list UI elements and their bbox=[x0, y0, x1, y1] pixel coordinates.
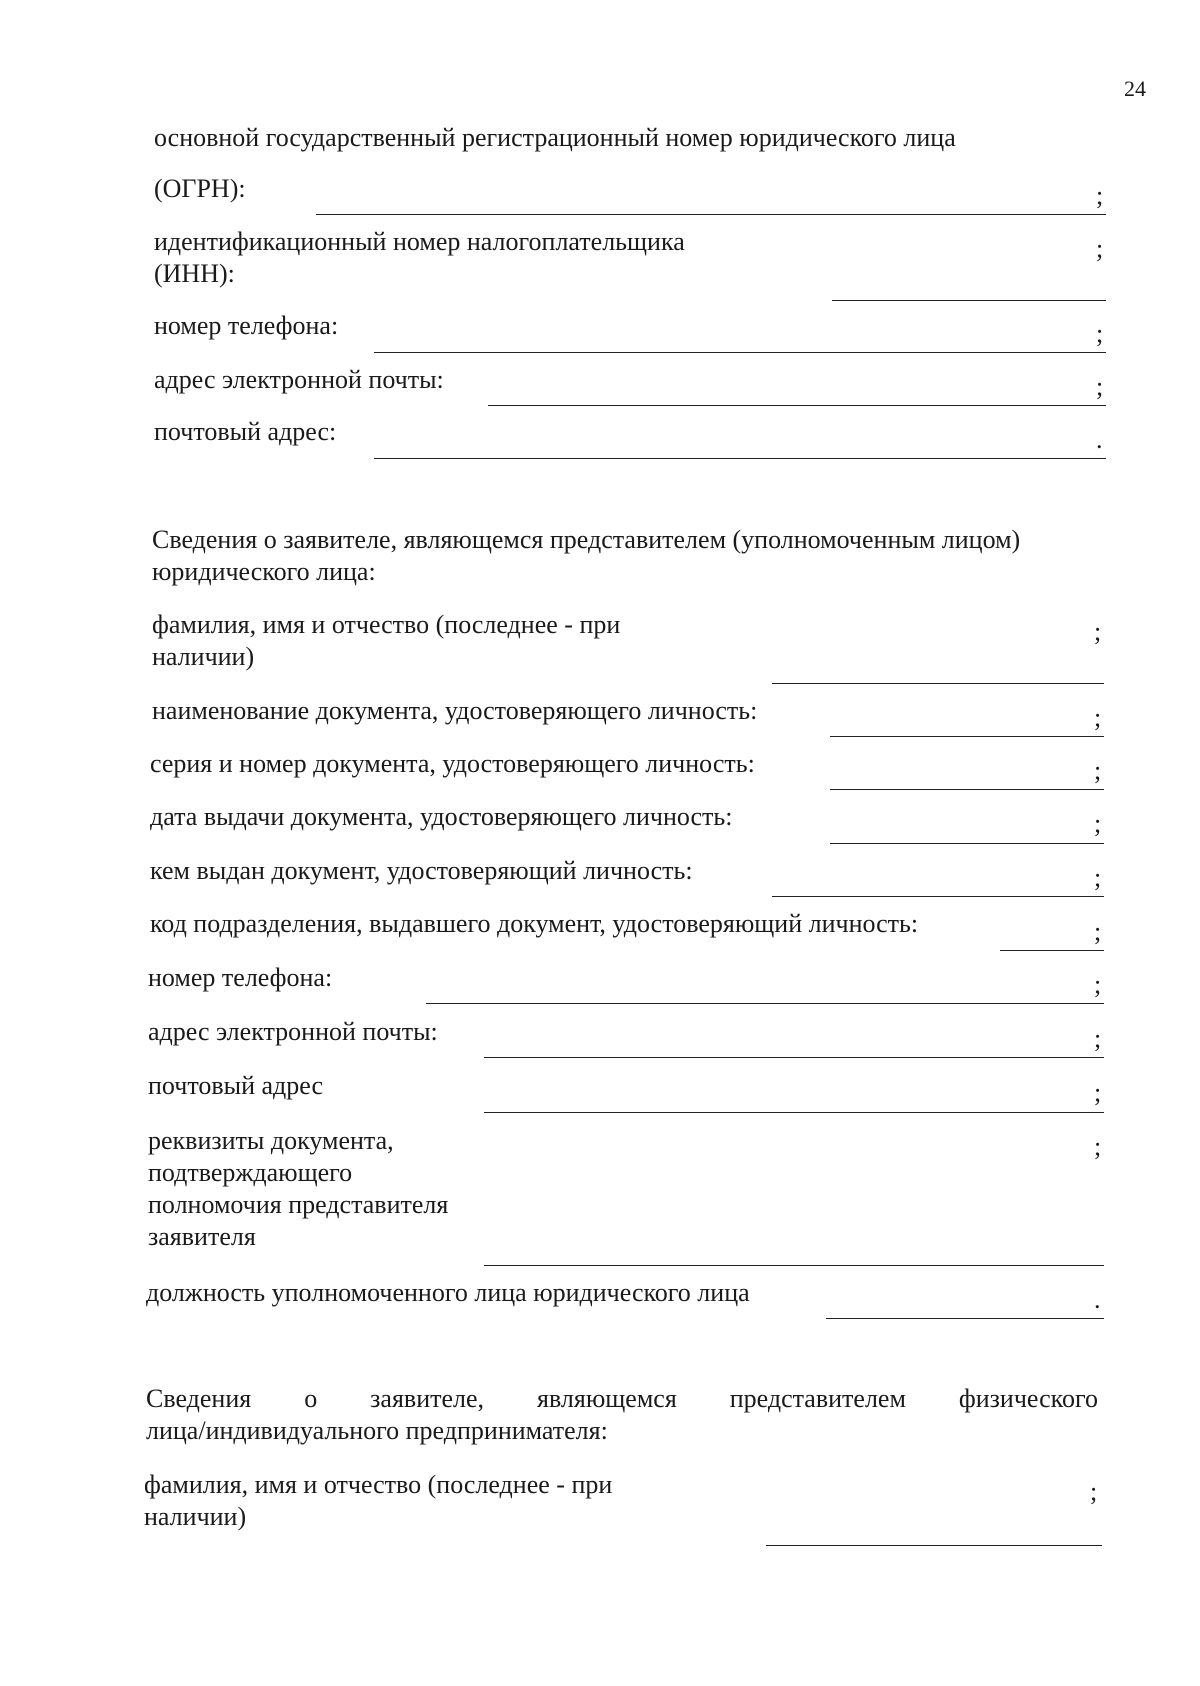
rep-authority-line4: заявителя bbox=[148, 1222, 256, 1251]
rep-doc-date-label: дата выдачи документа, удостоверяющего личность: bbox=[150, 802, 733, 831]
rep-doc-code-semicolon: ; bbox=[1094, 917, 1102, 946]
ogrn-semicolon: ; bbox=[1096, 181, 1104, 210]
rep-phone-label: номер телефона: bbox=[148, 963, 333, 992]
ind-heading-word: о bbox=[304, 1384, 318, 1413]
rep-authority-semicolon: ; bbox=[1094, 1132, 1102, 1161]
rep-email-semicolon: ; bbox=[1094, 1024, 1102, 1053]
rep-heading-line1: Сведения о заявителе, являющемся представителем (уполномоченным лицом) bbox=[152, 525, 1021, 554]
inn-field[interactable] bbox=[832, 300, 1106, 301]
rep-fio-field[interactable] bbox=[772, 683, 1104, 684]
rep-doc-name-label: наименование документа, удостоверяющего личность: bbox=[152, 696, 758, 725]
ind-heading-word: являющемся bbox=[537, 1384, 677, 1413]
rep-postal-semicolon: ; bbox=[1094, 1078, 1102, 1107]
page-number: 24 bbox=[1124, 76, 1146, 101]
rep-authority-field[interactable] bbox=[484, 1265, 1104, 1266]
le-postal-field[interactable] bbox=[374, 458, 1106, 459]
rep-email-field[interactable] bbox=[484, 1057, 1104, 1058]
le-email-field[interactable] bbox=[488, 405, 1106, 406]
ind-fio-line1: фамилия, имя и отчество (последнее - при bbox=[144, 1470, 613, 1499]
rep-authority-line1: реквизиты документа, bbox=[148, 1126, 394, 1155]
le-phone-field[interactable] bbox=[374, 352, 1106, 353]
ind-fio-semicolon: ; bbox=[1090, 1477, 1098, 1506]
rep-doc-issuer-field[interactable] bbox=[772, 896, 1104, 897]
rep-fio-line2: наличии) bbox=[152, 642, 255, 671]
rep-doc-date-field[interactable] bbox=[830, 843, 1104, 844]
rep-doc-issuer-semicolon: ; bbox=[1094, 863, 1102, 892]
rep-postal-field[interactable] bbox=[484, 1112, 1104, 1113]
ind-heading-word: заявителе, bbox=[370, 1384, 485, 1413]
inn-label-line2: (ИНН): bbox=[154, 259, 235, 288]
le-email-semicolon: ; bbox=[1096, 372, 1104, 401]
rep-doc-series-semicolon: ; bbox=[1094, 756, 1102, 785]
ind-heading-word: Сведения bbox=[146, 1384, 252, 1413]
ind-heading-word: физического bbox=[958, 1384, 1098, 1413]
le-email-label: адрес электронной почты: bbox=[154, 365, 444, 394]
le-phone-semicolon: ; bbox=[1096, 319, 1104, 348]
rep-authority-line3: полномочия представителя bbox=[148, 1190, 449, 1219]
ind-heading-line1 bbox=[146, 1383, 1098, 1415]
rep-fio-semicolon: ; bbox=[1094, 617, 1102, 646]
le-phone-label: номер телефона: bbox=[154, 311, 339, 340]
rep-phone-semicolon: ; bbox=[1094, 970, 1102, 999]
rep-email-label: адрес электронной почты: bbox=[148, 1017, 438, 1046]
rep-doc-name-semicolon: ; bbox=[1094, 703, 1102, 732]
rep-postal-label: почтовый адрес bbox=[148, 1071, 323, 1100]
ogrn-field[interactable] bbox=[316, 214, 1106, 215]
inn-semicolon: ; bbox=[1096, 234, 1104, 263]
rep-doc-code-field[interactable] bbox=[1000, 950, 1104, 951]
inn-label-line1: идентификационный номер налогоплательщика bbox=[154, 227, 685, 256]
rep-phone-field[interactable] bbox=[426, 1003, 1104, 1004]
rep-position-period: . bbox=[1094, 1285, 1101, 1314]
rep-authority-line2: подтверждающего bbox=[148, 1158, 353, 1187]
rep-position-label: должность уполномоченного лица юридического лица bbox=[146, 1278, 750, 1307]
ogrn-label-line2: (ОГРН): bbox=[154, 174, 246, 203]
le-postal-label: почтовый адрес: bbox=[154, 417, 337, 446]
rep-doc-series-label: серия и номер документа, удостоверяющего личность: bbox=[150, 749, 755, 778]
ind-fio-line2: наличии) bbox=[144, 1502, 247, 1531]
ogrn-label-line1: основной государственный регистрационный номер юридического лица bbox=[154, 123, 956, 152]
rep-doc-issuer-label: кем выдан документ, удостоверяющий личность: bbox=[150, 856, 693, 885]
ind-heading-word: представителем bbox=[729, 1384, 906, 1413]
rep-position-field[interactable] bbox=[826, 1318, 1104, 1319]
le-postal-period: . bbox=[1096, 425, 1103, 454]
ind-heading-line2: лица/индивидуального предпринимателя: bbox=[146, 1416, 608, 1445]
rep-doc-code-label: код подразделения, выдавшего документ, удостоверяющий личность: bbox=[150, 909, 919, 938]
rep-heading-line2: юридического лица: bbox=[152, 557, 376, 586]
rep-fio-line1: фамилия, имя и отчество (последнее - при bbox=[152, 610, 621, 639]
ind-fio-field[interactable] bbox=[766, 1545, 1102, 1546]
rep-doc-date-semicolon: ; bbox=[1094, 809, 1102, 838]
rep-doc-name-field[interactable] bbox=[830, 736, 1104, 737]
rep-doc-series-field[interactable] bbox=[830, 789, 1104, 790]
